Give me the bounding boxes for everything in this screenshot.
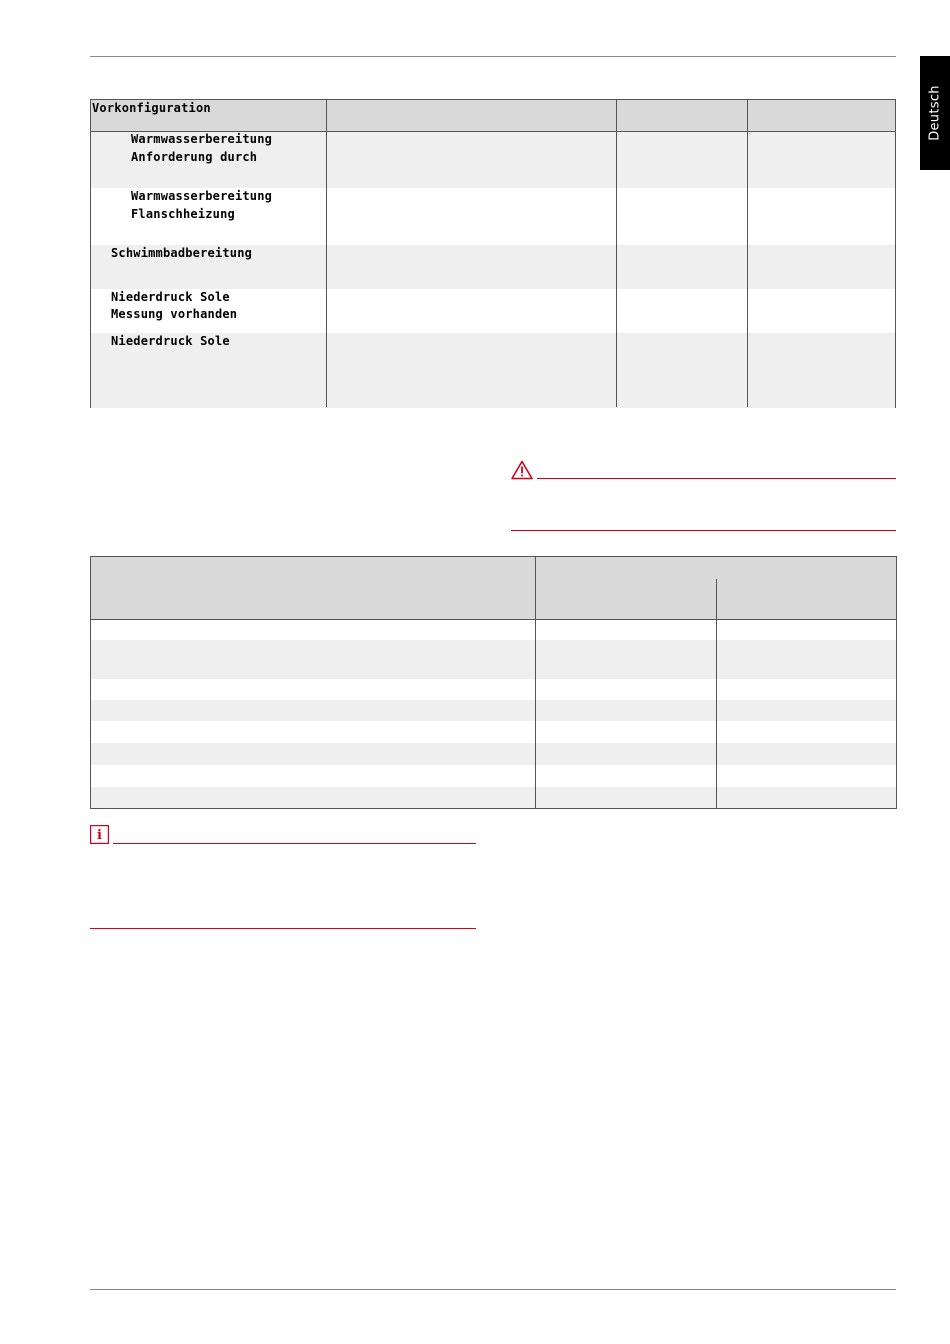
language-tab-label: Deutsch bbox=[927, 85, 943, 141]
column-divider bbox=[747, 100, 748, 407]
table-row bbox=[91, 743, 896, 765]
settings-table bbox=[90, 556, 897, 809]
warning-bottom-rule bbox=[511, 530, 896, 531]
language-tab bbox=[920, 56, 950, 170]
row-label-line: Anforderung durch bbox=[131, 150, 258, 164]
table-row bbox=[91, 787, 896, 808]
info-bottom-rule bbox=[90, 928, 476, 929]
footer-rule bbox=[90, 1289, 896, 1290]
table-header-title: Vorkonfiguration bbox=[92, 101, 211, 115]
row-label-line: Schwimmbadbereitung bbox=[111, 246, 253, 260]
column-divider bbox=[535, 557, 536, 808]
column-divider bbox=[326, 100, 327, 407]
table-header-row bbox=[91, 100, 895, 132]
table-row bbox=[91, 679, 896, 700]
info-note bbox=[90, 824, 476, 932]
row-label-line: Messung vorhanden bbox=[111, 307, 238, 321]
table-row bbox=[91, 640, 896, 679]
row-label-line: Niederdruck Sole bbox=[111, 290, 230, 304]
svg-text:i: i bbox=[97, 828, 102, 844]
column-divider bbox=[716, 579, 717, 808]
preconfiguration-table bbox=[90, 99, 896, 408]
column-divider bbox=[616, 100, 617, 407]
header-rule bbox=[90, 56, 896, 57]
row-label-line: Flanschheizung bbox=[131, 207, 235, 221]
row-label-line: Niederdruck Sole bbox=[111, 334, 230, 348]
table-row bbox=[91, 765, 896, 787]
table-row bbox=[91, 721, 896, 743]
warning-top-rule bbox=[537, 478, 896, 479]
row-label-line: Warmwasserbereitung bbox=[131, 189, 273, 203]
warning-triangle-icon bbox=[511, 460, 533, 480]
warning-note bbox=[511, 460, 896, 534]
table-row bbox=[91, 620, 896, 640]
table-row bbox=[91, 700, 896, 721]
info-top-rule bbox=[113, 843, 476, 844]
table-header-row bbox=[91, 557, 896, 619]
row-label-line: Warmwasserbereitung bbox=[131, 132, 273, 146]
info-icon bbox=[90, 825, 109, 844]
